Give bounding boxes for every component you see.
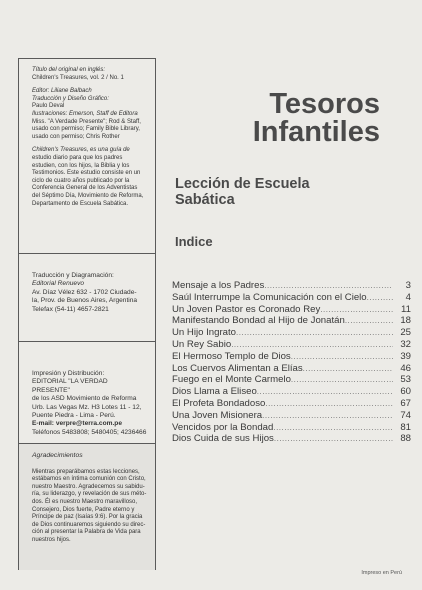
toc-page: 88: [400, 433, 411, 445]
toc-title: El Profeta Bondadoso: [172, 397, 266, 409]
toc-page: 60: [400, 386, 411, 398]
toc-leader: [257, 386, 393, 398]
toc-entry[interactable]: [172, 304, 411, 316]
toc-entry[interactable]: [172, 339, 411, 351]
toc-page: 67: [400, 397, 411, 409]
toc-entry[interactable]: [172, 280, 411, 292]
toc-leader: [265, 398, 393, 410]
toc-entry[interactable]: [172, 374, 411, 386]
acknowledgments-section: [19, 443, 155, 570]
toc-page: 4: [405, 291, 411, 303]
illustrations-line: usado con permiso; Chris Rother: [32, 133, 120, 140]
toc-title: Manifestando Bondad al Hijo de Jonatán: [172, 315, 345, 327]
toc-leader: [345, 315, 393, 327]
toc-page: 39: [400, 350, 411, 362]
toc-entry[interactable]: [172, 422, 411, 434]
acknowledgment-line: estábamos en íntima comunión con Cristo,: [32, 476, 146, 483]
acknowledgment-line: de Dios continuaremos siguiendo su direc-: [32, 521, 146, 528]
main-title: [200, 90, 380, 146]
toc-page: 74: [400, 409, 411, 421]
acknowledgment-line: ción al presentar la Palabra de Vida para: [32, 529, 141, 536]
credits-sidebar: [18, 58, 156, 570]
toc-title: Un Rey Sabio: [172, 338, 232, 350]
toc-title: Fuego en el Monte Carmelo: [172, 374, 291, 386]
toc-page: 11: [401, 303, 411, 315]
toc-page: 3: [405, 280, 411, 291]
toc-title: Dios Cuida de sus Hijos: [172, 433, 274, 445]
toc-leader: [367, 292, 393, 304]
translation-section: [19, 253, 155, 342]
subtitle-line: Sabática: [175, 192, 235, 208]
printing-line: Urb. Las Vegas Mz. H3 Lotes 11 - 12,: [32, 403, 142, 411]
toc-entry[interactable]: [172, 410, 411, 422]
title-line: Tesoros: [269, 88, 380, 120]
acknowledgment-line: Príncipe de paz (Isaías 9:6). Por la gracia: [32, 514, 143, 521]
original-title: Children's Treasures, vol. 2 / No. 1: [32, 74, 124, 81]
toc-entry[interactable]: [172, 363, 411, 375]
description-line: estudio diario para que los padres: [32, 154, 123, 161]
toc-title: Saúl Interrumpe la Comunicación con el Cielo: [172, 291, 367, 303]
address-line: la, Prov. de Buenos Aires, Argentina: [32, 297, 138, 305]
toc-entry[interactable]: [172, 433, 411, 445]
toc-leader: [320, 304, 393, 316]
toc-page: 32: [400, 338, 411, 350]
description-line: Departamento de Escuela Sabática.: [32, 200, 129, 207]
printing-line: de los ASD Movimiento de Reforma: [32, 395, 137, 403]
phones-line: Teléfonos 5483808; 5480405; 4236466: [32, 428, 147, 436]
toc-page: 46: [400, 362, 411, 374]
translation-org: Editorial Renuevo: [32, 280, 85, 288]
toc-leader: [231, 339, 393, 351]
acknowledgment-line: dos. Él es nuestro Maestro maravilloso,: [32, 498, 138, 505]
toc-page: 18: [400, 315, 411, 327]
toc-page: 53: [400, 374, 411, 386]
illustrations-line: Miss. "A Verdade Presente"; Rod & Staff,: [32, 118, 141, 125]
acknowledgment-line: Consejero, Dios fuerte, Padre eterno y: [32, 506, 135, 513]
description-line: Conferencia General de los Adventistas: [32, 185, 138, 192]
subtitle: [175, 176, 375, 208]
toc-title: Un Hijo Ingrato: [172, 327, 236, 339]
acknowledgment-line: ría, su liderazgo, y revelación de sus méto-: [32, 491, 147, 498]
toc-leader: [262, 410, 393, 422]
toc-title: Mensaje a los Padres: [172, 280, 265, 291]
table-of-contents: [172, 280, 411, 445]
toc-title: Un Joven Pastor es Coronado Rey: [172, 303, 321, 315]
acknowledgment-line: Mientras preparábamos estas lecciones,: [32, 468, 140, 475]
translation-label: Traducción y Diagramación:: [32, 272, 114, 279]
toc-leader: [236, 327, 393, 339]
credits-section: [19, 67, 155, 208]
toc-entry[interactable]: [172, 315, 411, 327]
address-line: Av. Díaz Vélez 632 - 1702 Ciudade-: [32, 288, 137, 296]
email-line: E-mail: verpre@terra.com.pe: [32, 420, 122, 428]
printing-line: EDITORIAL "LA VERDAD PRESENTE": [32, 378, 108, 394]
translation-design-label: Traducción y Diseño Gráfico:: [32, 95, 109, 102]
description-line: Children's Treasures, es una guía de: [32, 147, 130, 154]
description-line: estudien, con los hijos, la Biblia y los: [32, 162, 130, 169]
phone-line: Telefax (54-11) 4657-2821: [32, 305, 109, 313]
toc-leader: [274, 433, 393, 445]
toc-title: El Hermoso Templo de Dios: [172, 350, 291, 362]
original-title-label: Título del original en inglés:: [32, 67, 106, 73]
acknowledgments-heading: Agradecimientos: [32, 452, 83, 459]
toc-leader: [273, 422, 393, 434]
toc-leader: [291, 351, 393, 363]
toc-entry[interactable]: [172, 351, 411, 363]
toc-entry[interactable]: [172, 327, 411, 339]
toc-page: 81: [400, 421, 411, 433]
description-line: ciclo de cuatro años publicado por la: [32, 177, 130, 184]
toc-title: Los Cuervos Alimentan a Elías: [172, 362, 303, 374]
toc-title: Una Joven Misionera: [172, 409, 263, 421]
translator-name: Paulo Deval: [32, 103, 65, 110]
illustrations-line: Ilustraciones: Emerson, Staff de Editora: [32, 110, 138, 117]
acknowledgment-line: nuestro Maestro. Agradecemos su sabidu-: [32, 483, 145, 490]
title-line: Infantiles: [252, 116, 380, 148]
description-line: del Séptimo Día, Movimiento de Reforma,: [32, 192, 144, 199]
toc-entry[interactable]: [172, 292, 411, 304]
printing-section: [19, 341, 155, 444]
toc-page: 25: [400, 327, 411, 339]
toc-title: Dios Llama a Eliseo: [172, 386, 257, 398]
subtitle-line: Lección de Escuela: [175, 176, 310, 192]
printing-line: Puente Piedra - Lima - Perú.: [32, 412, 116, 420]
toc-leader: [264, 280, 393, 292]
index-heading: Indice: [175, 234, 213, 249]
illustrations-line: usado con permiso; Family Bible Library,: [32, 126, 140, 133]
acknowledgment-line: nuestros hijos.: [32, 536, 71, 543]
toc-leader: [291, 374, 393, 386]
toc-title: Vencidos por la Bondad: [172, 421, 274, 433]
printed-in-footer: Impreso en Perú: [361, 570, 402, 576]
toc-leader: [303, 363, 393, 375]
description-line: Testimonios. Este estudio consiste en un: [32, 170, 141, 177]
toc-entry[interactable]: [172, 398, 411, 410]
editor-credit: Editor: Liliane Balbach: [32, 88, 92, 95]
toc-entry[interactable]: [172, 386, 411, 398]
printing-label: Impresión y Distribución:: [32, 370, 105, 377]
